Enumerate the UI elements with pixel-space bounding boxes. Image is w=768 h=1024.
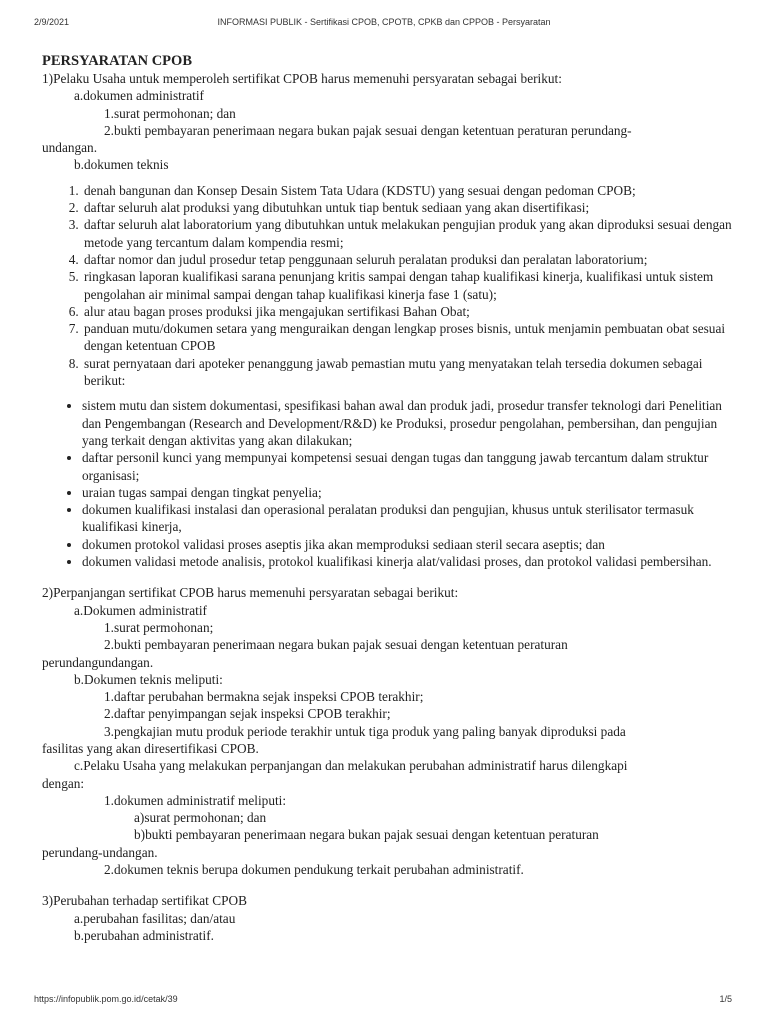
section-2-c-1-b-line-1: b)bukti pembayaran penerimaan negara bukan pajak sesuai dengan ketentuan peraturan (134, 827, 599, 843)
technical-documents-list (42, 182, 732, 390)
section-2-c-1-a: a)surat permohonan; dan (134, 810, 267, 826)
print-footer (0, 992, 768, 1006)
section-2-b-3-line-2: fasilitas yang akan diresertifikasi CPOB. (42, 740, 259, 756)
section-2-b-3-line-1: 3.pengkajian mutu produk periode terakhir untuk tiga produk yang paling banyak diproduksi pada (104, 723, 626, 739)
section-2-a-1: 1.surat permohonan; (104, 619, 214, 635)
list-item: 4. daftar nomor dan judul prosedur tetap penggunaan seluruh peralatan produksi dan peralatan laboratorium; (82, 251, 732, 268)
print-title: INFORMASI PUBLIK - Sertifikasi CPOB, CPOTB, CPKB dan CPPOB - Persyaratan (217, 17, 551, 27)
section-2-a-2-line-2: perundangundangan. (42, 654, 154, 670)
section-1-a: a.dokumen administratif (74, 88, 204, 104)
section-2-a-2-line-1: 2.bukti pembayaran penerimaan negara bukan pajak sesuai dengan ketentuan peraturan (104, 637, 568, 653)
section-2-a: a.Dokumen administratif (74, 602, 207, 618)
section-2-intro: 2)Perpanjangan sertifikat CPOB harus memenuhi persyaratan sebagai berikut: (42, 585, 459, 601)
list-item: • dokumen protokol validasi proses aseptis jika akan memproduksi sediaan steril secara aseptis; dan (82, 536, 732, 553)
document-body (42, 52, 732, 944)
list-item: • daftar personil kunci yang mempunyai kompetensi sesuai dengan tugas dan tanggung jawab tercantum dalam struktur organisasi; (82, 449, 732, 484)
page-number: 1/5 (719, 994, 732, 1004)
statement-documents-list (42, 397, 732, 570)
list-item: 5. ringkasan laporan kualifikasi sarana penunjang kritis sampai dengan tahap kualifikasi kinerja, kualifikasi untuk sistem pengolahan air minimal sampai dengan tahap kualifikasi kinerja fase 1 (satu); (82, 268, 732, 303)
list-item: • dokumen kualifikasi instalasi dan operasional peralatan produksi dan pengujian, khusus untuk sterilisator termasuk kualifikasi kinerja, (82, 501, 732, 536)
section-2-b: b.Dokumen teknis meliputi: (74, 671, 223, 687)
list-item: 1. denah bangunan dan Konsep Desain Sistem Tata Udara (KDSTU) yang sesuai dengan pedoman CPOB; (82, 182, 732, 199)
section-2-b-1: 1.daftar perubahan bermakna sejak inspeksi CPOB terakhir; (104, 689, 424, 705)
list-item: • uraian tugas sampai dengan tingkat penyelia; (82, 484, 732, 501)
section-2-c-line-2: dengan: (42, 775, 85, 791)
section-3-a: a.perubahan fasilitas; dan/atau (74, 910, 236, 926)
print-url: https://infopublik.pom.go.id/cetak/39 (34, 994, 178, 1004)
section-1-a-2-line-1: 2.bukti pembayaran penerimaan negara bukan pajak sesuai dengan ketentuan peraturan perundang- (104, 122, 632, 138)
section-2-b-2: 2.daftar penyimpangan sejak inspeksi CPOB terakhir; (104, 706, 391, 722)
section-1-a-1: 1.surat permohonan; dan (104, 105, 236, 121)
section-2-c-line-1: c.Pelaku Usaha yang melakukan perpanjangan dan melakukan perubahan administratif harus dilengkapi (74, 758, 628, 774)
list-item: 3. daftar seluruh alat laboratorium yang dibutuhkan untuk melakukan pengujian produk yang akan diproduksi sesuai dengan metode yang tercantum dalam kompendia resmi; (82, 216, 732, 251)
list-item: 8. surat pernyataan dari apoteker penanggung jawab pemastian mutu yang menyatakan telah tersedia dokumen sebagai berikut: (82, 355, 732, 390)
list-item: • dokumen validasi metode analisis, protokol kualifikasi kinerja alat/validasi proses, dan protokol validasi pembersihan. (82, 553, 732, 570)
section-2-c-1: 1.dokumen administratif meliputi: (104, 792, 287, 808)
list-item: 2. daftar seluruh alat produksi yang dibutuhkan untuk tiap bentuk sediaan yang akan disertifikasi; (82, 199, 732, 216)
section-3-intro: 3)Perubahan terhadap sertifikat CPOB (42, 893, 247, 909)
print-date: 2/9/2021 (34, 17, 70, 27)
section-1-b: b.dokumen teknis (74, 157, 169, 173)
section-1-intro: 1)Pelaku Usaha untuk memperoleh sertifikat CPOB harus memenuhi persyaratan sebagai berikut: (42, 71, 562, 86)
list-item: 6. alur atau bagan proses produksi jika mengajukan sertifikasi Bahan Obat; (82, 303, 732, 320)
section-3-b: b.perubahan administratif. (74, 927, 214, 943)
list-item: 7. panduan mutu/dokumen setara yang menguraikan dengan lengkap proses bisnis, untuk menjamin pembuatan obat sesuai dengan ketentuan CPOB (82, 320, 732, 355)
section-2-c-1-b-line-2: perundang-undangan. (42, 844, 158, 860)
section-2-c-2: 2.dokumen teknis berupa dokumen pendukung terkait perubahan administratif. (104, 862, 524, 878)
list-item: • sistem mutu dan sistem dokumentasi, spesifikasi bahan awal dan produk jadi, prosedur transfer teknologi dari Penelitian dan Pengembangan (Research and Development/R&D) ke Produksi, prosedur pengolahan, pembersihan, dan pengujian yang terkait dengan aktivitas yang akan dilakukan; (82, 397, 732, 449)
print-header (0, 15, 768, 29)
page-title: PERSYARATAN CPOB (42, 53, 192, 69)
section-1-a-2-line-2: undangan. (42, 140, 98, 156)
